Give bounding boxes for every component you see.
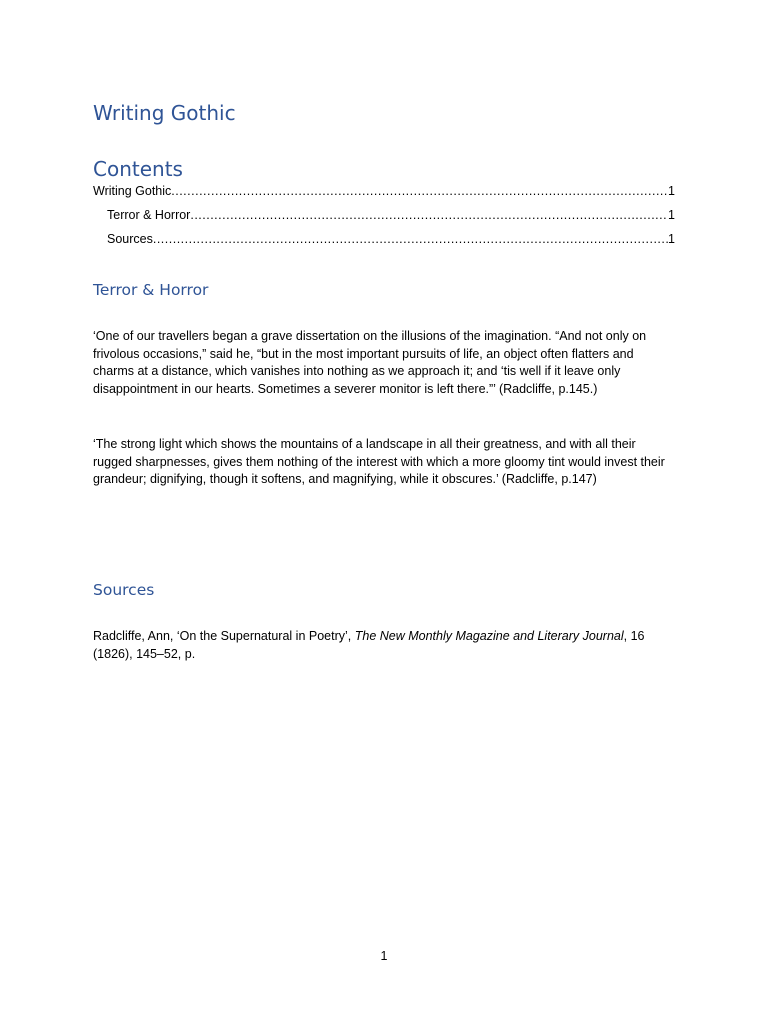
page-number: 1: [380, 949, 388, 963]
toc-entry-text: Sources: [107, 232, 153, 246]
section-heading-sources: Sources: [93, 581, 155, 599]
toc-dot-leader: [190, 207, 668, 223]
toc-entry-page: 1: [668, 232, 675, 246]
toc-entry-terror-horror[interactable]: [93, 207, 675, 231]
bibliography-entry: [93, 628, 677, 663]
toc-entry-page: 1: [668, 208, 675, 222]
document-title: Writing Gothic: [93, 101, 236, 125]
bibliography-entry-author-title: Radcliffe, Ann, ‘On the Supernatural in Poetry’,: [93, 629, 355, 643]
quote-paragraph: ‘One of our travellers began a grave dissertation on the illusions of the imagination. “And not only on frivolous occasions,” said he, “but in the most important pursuits of life, an object often flatters and charms at a distance, which vanishes into nothing as we approach it; and ‘tis well if it leave only disappointment in our hearts. Sometimes a severer monitor is left there.”’ (Radcliffe, p.145.): [93, 329, 647, 396]
quote-paragraph: ‘The strong light which shows the mountains of a landscape in all their greatness, and with all their rugged sharpnesses, gives them nothing of the interest with which a more gloomy tint would invest their grandeur; dignifying, though it softens, and magnifying, while it obscures.’ (Radcliffe, p.147): [93, 437, 665, 487]
table-of-contents: [93, 183, 675, 255]
toc-dot-leader: [171, 183, 668, 199]
toc-dot-leader: [153, 231, 668, 247]
bibliography-entry-details: , 16 (1826), 145–52, p.: [93, 629, 645, 661]
toc-entry-sources[interactable]: [93, 231, 675, 255]
toc-entry-page: 1: [668, 184, 675, 198]
toc-entry-writing-gothic[interactable]: [93, 183, 675, 207]
toc-entry-text: Terror & Horror: [107, 208, 191, 222]
section-heading-terror-horror: Terror & Horror: [93, 281, 209, 299]
bibliography-entry-journal: The New Monthly Magazine and Literary Journal: [354, 629, 624, 643]
contents-heading: Contents: [93, 157, 183, 181]
toc-entry-text: Writing Gothic: [93, 184, 172, 198]
